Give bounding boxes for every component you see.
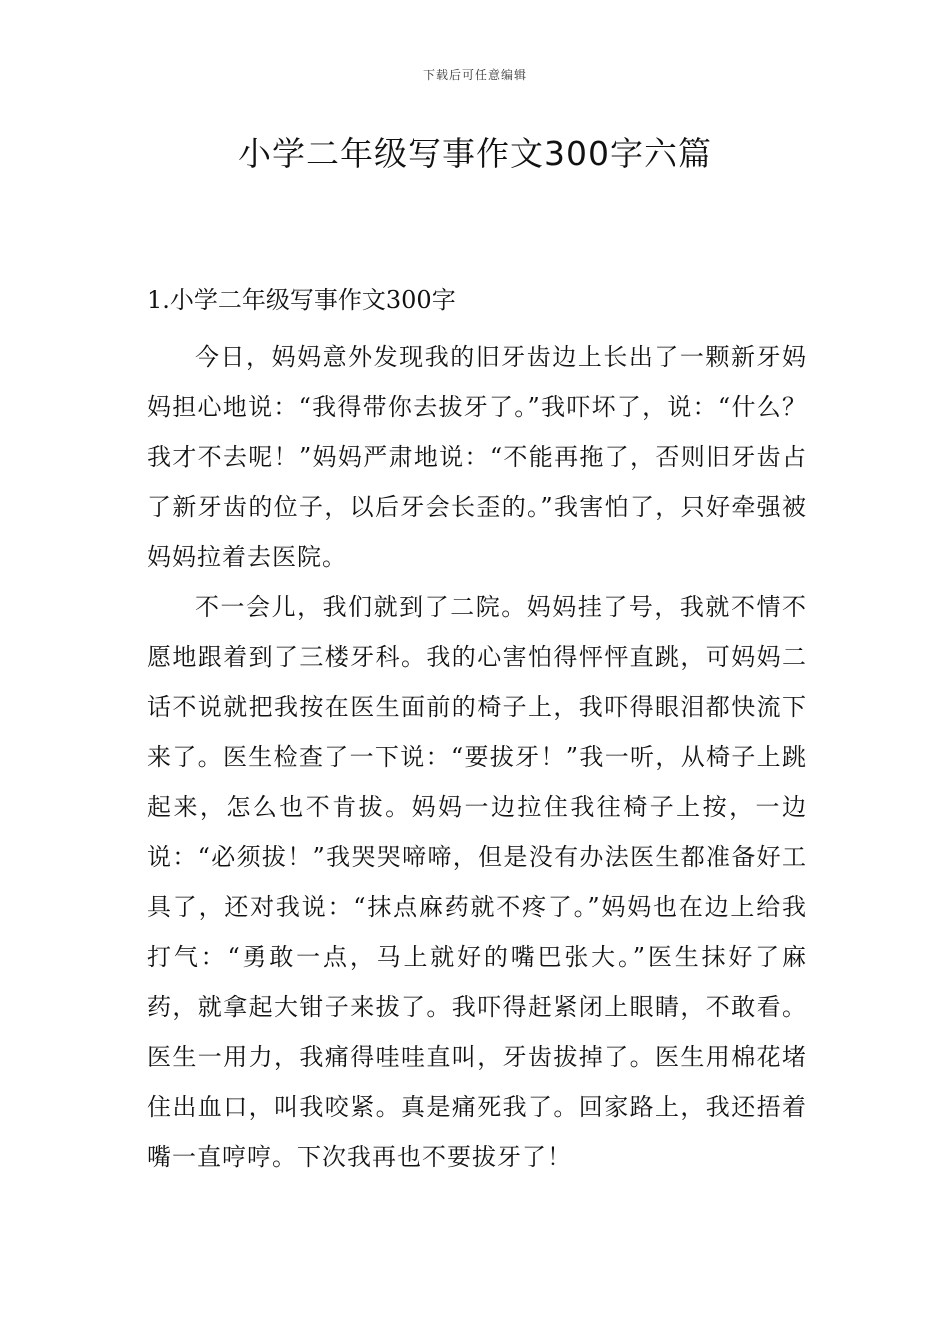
document-body <box>147 282 807 1182</box>
header-note: 下载后可任意编辑 <box>422 68 527 82</box>
section-heading: 1.小学二年级写事作文300字 <box>147 286 456 314</box>
paragraph-1: 今日，妈妈意外发现我的旧牙齿边上长出了一颗新牙妈妈担心地说：“我得带你去拔牙了。”我吓坏了，说：“什么？我才不去呢！”妈妈严肃地说：“不能再拖了，否则旧牙齿占了新牙齿的位子，以后牙会长歪的。”我害怕了，只好牵强被妈妈拉着去医院。 <box>147 343 807 571</box>
paragraph-2: 不一会儿，我们就到了二院。妈妈挂了号，我就不情不愿地跟着到了三楼牙科。我的心害怕得怦怦直跳，可妈妈二话不说就把我按在医生面前的椅子上，我吓得眼泪都快流下来了。医生检查了一下说：“要拔牙！”我一听，从椅子上跳起来，怎么也不肯拔。妈妈一边拉住我往椅子上按，一边说：“必须拔！”我哭哭啼啼，但是没有办法医生都准备好工具了，还对我说：“抹点麻药就不疼了。”妈妈也在边上给我打气：“勇敢一点，马上就好的嘴巴张大。”医生抹好了麻药，就拿起大钳子来拔了。我吓得赶紧闭上眼睛，不敢看。医生一用力，我痛得哇哇直叫，牙齿拔掉了。医生用棉花堵住出血口，叫我咬紧。真是痛死我了。回家路上，我还捂着嘴一直哼哼。下次我再也不要拔牙了！ <box>147 593 807 1171</box>
document-title: 小学二年级写事作文300字六篇 <box>238 134 712 173</box>
